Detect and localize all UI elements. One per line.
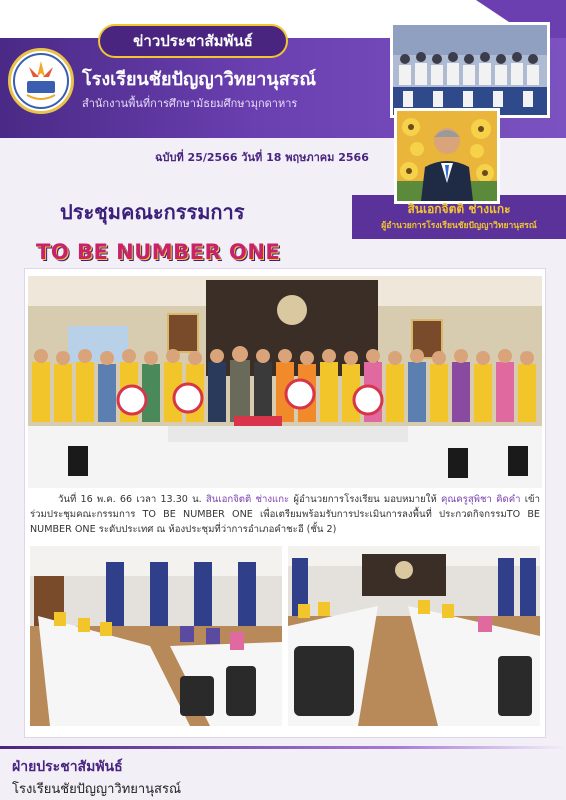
- article-body: [30, 492, 540, 537]
- footer-divider: [0, 746, 566, 749]
- footer-department: ฝ่ายประชาสัมพันธ์: [12, 759, 123, 775]
- office-name: สำนักงานพื้นที่การศึกษามัธยมศึกษามุกดาหาร: [82, 97, 298, 110]
- school-name: โรงเรียนชัยปัญญาวิทยานุสรณ์: [82, 69, 317, 90]
- director-title: ผู้อำนวยการโรงเรียนชัยปัญญาวิทยานุสรณ์: [381, 221, 537, 231]
- body-text-teacher: คุณครูสุพิชา คิดคำ: [440, 494, 521, 505]
- meeting-photo-right: [288, 546, 540, 726]
- meeting-group-photo: [28, 276, 542, 488]
- meeting-photo-left: [30, 546, 282, 726]
- students-group-photo: [390, 22, 550, 118]
- issue-info: ฉบับที่ 25/2566 วันที่ 18 พฤษภาคม 2566: [155, 151, 369, 164]
- pr-label: ข่าวประชาสัมพันธ์: [98, 24, 288, 58]
- body-text-date: วันที่ 16 พ.ค. 66 เวลา 13.30 น.: [58, 494, 206, 505]
- footer-school-name: โรงเรียนชัยปัญญาวิทยานุสรณ์: [12, 782, 182, 797]
- body-text-assign: ผู้อำนวยการโรงเรียน มอบหมายให้: [289, 494, 441, 505]
- article-subtitle: TO BE NUMBER ONE: [36, 240, 281, 264]
- school-logo: [8, 48, 74, 114]
- article-title: ประชุมคณะกรรมการ: [60, 200, 245, 224]
- body-text-director: สินเอกจิตติ ช่างแกะ: [205, 494, 290, 505]
- director-photo: [394, 108, 500, 204]
- body-text-detail: เข้าร่วมประชุมคณะกรรมการ TO BE NUMBER ONE เพื่อเตรียมพร้อมรับการประเมินการลงพื้นที่ ประกวดกิจกรรมTO BE NUMBER ONE ระดับประเทศ ณ ห้องประชุมที่ว่าการอำเภอคำชะอี (ชั้น 2): [30, 494, 540, 535]
- director-name: สินเอกจิตติ ช่างแกะ: [407, 202, 511, 216]
